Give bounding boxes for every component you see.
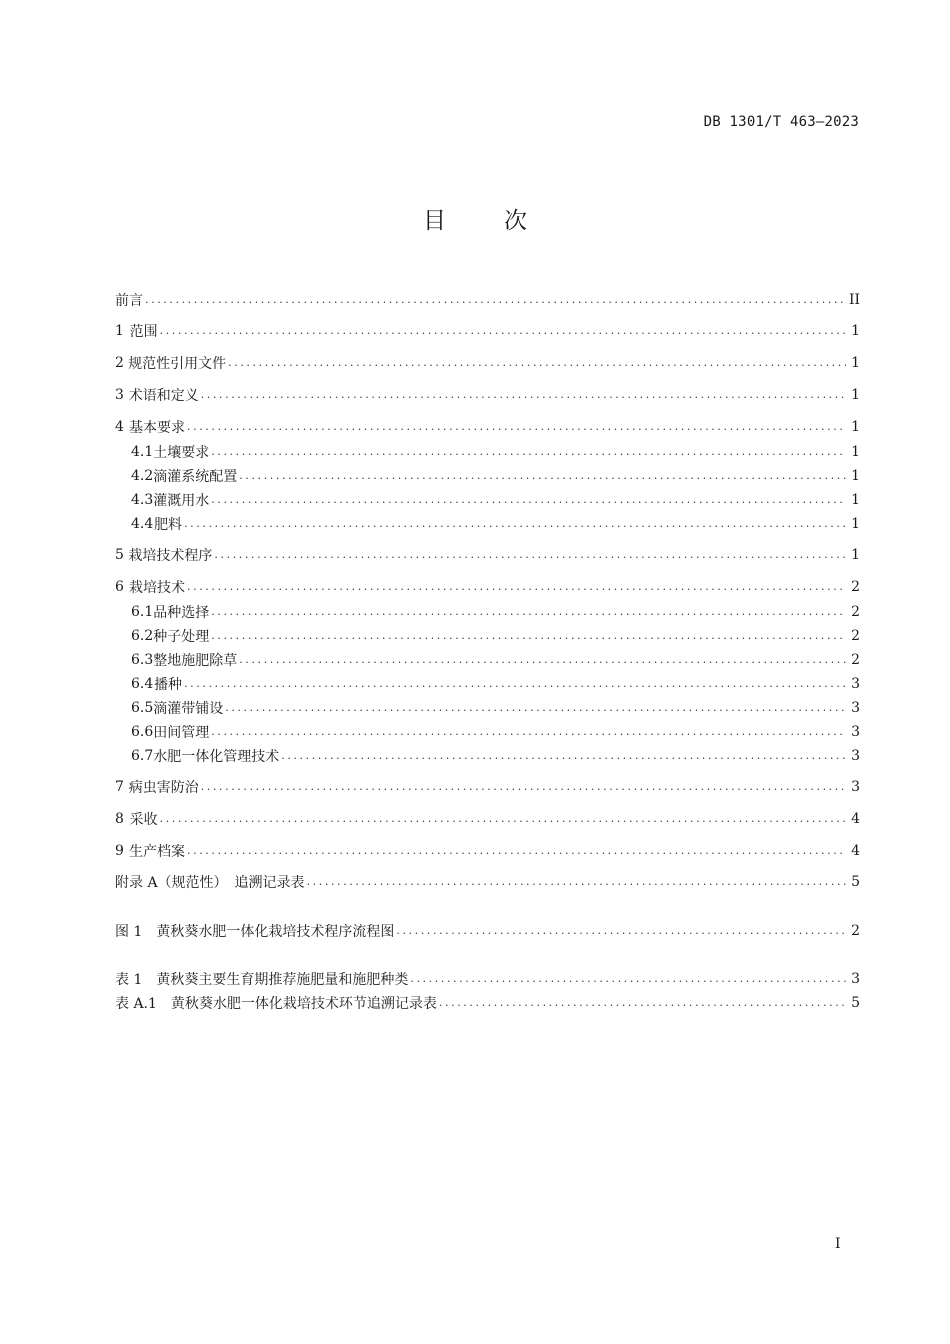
toc-entry-table-1[interactable] — [115, 969, 860, 989]
toc-page-number: II — [848, 292, 860, 308]
toc-page-number: 3 — [851, 676, 860, 692]
toc-page-number: 2 — [851, 579, 860, 595]
toc-entry-label: 播种 — [154, 677, 183, 693]
toc-leader-dots — [307, 874, 847, 890]
toc-entry-number: 4.4 — [131, 516, 154, 532]
toc-entry-number: 6 — [115, 579, 124, 595]
toc-entry-6-6[interactable] — [131, 722, 860, 742]
toc-entry-label: 肥料 — [154, 517, 183, 533]
toc-entry-label: 采收 — [129, 812, 158, 828]
toc-page-number: 2 — [851, 628, 860, 644]
toc-entry-1[interactable] — [115, 321, 860, 341]
toc-page-number: 1 — [851, 444, 860, 460]
toc-entry-number: 8 — [115, 811, 124, 827]
toc-leader-dots — [160, 323, 847, 339]
toc-entry-6-4[interactable] — [131, 674, 860, 694]
toc-entry-number: 6.7 — [131, 748, 154, 764]
toc-entry-label: 规范性引用文件 — [128, 356, 227, 372]
toc-entry-number: 9 — [115, 843, 124, 859]
toc-entry-5[interactable] — [115, 545, 860, 565]
toc-entry-label: 图 1 黄秋葵水肥一体化栽培技术程序流程图 — [115, 924, 395, 940]
toc-entry-label: 土壤要求 — [153, 445, 210, 461]
toc-leader-dots — [211, 604, 846, 620]
toc-entry-label: 栽培技术程序 — [128, 548, 213, 564]
toc-entry-label: 整地施肥除草 — [153, 653, 238, 669]
toc-entry-label: 表 1 黄秋葵主要生育期推荐施肥量和施肥种类 — [115, 972, 409, 988]
toc-leader-dots — [239, 468, 846, 484]
toc-leader-dots — [184, 516, 846, 532]
toc-page-number: 2 — [851, 604, 860, 620]
toc-entry-8[interactable] — [115, 809, 860, 829]
page-number: I — [835, 1236, 841, 1252]
toc-entry-label: 范围 — [129, 324, 158, 340]
toc-entry-number: 5 — [115, 547, 124, 563]
toc-entry-6-7[interactable] — [131, 746, 860, 766]
toc-page-number: 1 — [851, 468, 860, 484]
toc-entry-6-5[interactable] — [131, 698, 860, 718]
toc-page-number: 1 — [851, 492, 860, 508]
toc-leader-dots — [211, 628, 846, 644]
toc-entry-6-2[interactable] — [131, 626, 860, 646]
toc-entry-label: 病虫害防治 — [128, 780, 199, 796]
toc-entry-label: 前言 — [115, 293, 143, 309]
toc-leader-dots — [211, 492, 846, 508]
toc-entry-number: 7 — [115, 779, 124, 795]
toc-leader-dots — [211, 444, 846, 460]
toc-entry-4-1[interactable] — [131, 442, 860, 462]
toc-leader-dots — [396, 923, 846, 939]
toc-page-number: 3 — [851, 700, 860, 716]
toc-leader-dots — [160, 811, 847, 827]
toc-entry-foreword[interactable] — [115, 290, 860, 310]
toc-entry-label: 附录 A（规范性） 追溯记录表 — [115, 875, 305, 891]
toc-leader-dots — [201, 779, 846, 795]
toc-entry-label: 水肥一体化管理技术 — [153, 749, 280, 765]
toc-entry-label: 术语和定义 — [128, 388, 199, 404]
toc-page-number: 3 — [851, 748, 860, 764]
toc-entry-label: 基本要求 — [129, 420, 185, 436]
toc-leader-dots — [145, 292, 844, 308]
toc-entry-label: 田间管理 — [153, 725, 210, 741]
toc-leader-dots — [228, 355, 846, 371]
toc-entry-number: 3 — [115, 387, 124, 403]
toc-entry-number: 6.4 — [131, 676, 154, 692]
toc-page-number: 5 — [851, 995, 860, 1011]
toc-page-number: 1 — [851, 387, 860, 403]
toc-entry-4-3[interactable] — [131, 490, 860, 510]
toc-leader-dots — [439, 995, 846, 1011]
toc-entry-number: 4.2 — [131, 468, 154, 484]
toc-entry-label: 栽培技术 — [129, 580, 185, 596]
toc-page-number: 3 — [851, 779, 860, 795]
toc-entry-number: 4.1 — [131, 444, 154, 460]
toc-entry-number: 6.3 — [131, 652, 154, 668]
toc-leader-dots — [184, 676, 846, 692]
toc-entry-2[interactable] — [115, 353, 860, 373]
toc-entry-6-1[interactable] — [131, 602, 860, 622]
toc-page-number: 1 — [851, 547, 860, 563]
standard-code: DB 1301/T 463—2023 — [703, 114, 859, 130]
toc-entry-number: 2 — [115, 355, 124, 371]
toc-entry-3[interactable] — [115, 385, 860, 405]
toc-entry-appendix-a[interactable] — [115, 872, 860, 892]
toc-entry-label: 生产档案 — [129, 844, 185, 860]
toc-entry-number: 6.1 — [131, 604, 154, 620]
toc-leader-dots — [281, 748, 846, 764]
toc-page-number: 1 — [851, 419, 860, 435]
toc-entry-number: 6.5 — [131, 700, 154, 716]
toc-entry-6[interactable] — [115, 577, 860, 597]
toc-leader-dots — [187, 419, 846, 435]
toc-page-number: 3 — [851, 724, 860, 740]
toc-leader-dots — [211, 724, 846, 740]
toc-entry-label: 滴灌带铺设 — [153, 701, 224, 717]
toc-entry-number: 6.6 — [131, 724, 154, 740]
toc-entry-7[interactable] — [115, 777, 860, 797]
toc-page-number: 2 — [851, 652, 860, 668]
toc-entry-4-2[interactable] — [131, 466, 860, 486]
page-title: 目次 — [423, 208, 585, 234]
toc-leader-dots — [187, 579, 846, 595]
toc-leader-dots — [214, 547, 846, 563]
toc-entry-figure-1[interactable] — [115, 921, 860, 941]
toc-entry-label: 灌溉用水 — [153, 493, 210, 509]
toc-leader-dots — [410, 971, 846, 987]
toc-entry-4-4[interactable] — [131, 514, 860, 534]
toc-page-number: 1 — [851, 355, 860, 371]
toc-leader-dots — [201, 387, 846, 403]
toc-entry-number: 1 — [115, 323, 124, 339]
toc-page-number: 5 — [851, 874, 860, 890]
toc-entry-label: 种子处理 — [153, 629, 210, 645]
toc-page-number: 4 — [851, 843, 860, 859]
toc-page-number: 2 — [851, 923, 860, 939]
toc-page-number: 1 — [851, 516, 860, 532]
toc-entry-label: 品种选择 — [153, 605, 210, 621]
toc-page-number: 4 — [851, 811, 860, 827]
toc-page-number: 3 — [851, 971, 860, 987]
toc-entry-4[interactable] — [115, 417, 860, 437]
toc-leader-dots — [239, 652, 846, 668]
toc-leader-dots — [187, 843, 846, 859]
toc-entry-number: 4.3 — [131, 492, 154, 508]
toc-entry-number: 6.2 — [131, 628, 154, 644]
toc-entry-9[interactable] — [115, 841, 860, 861]
toc-leader-dots — [225, 700, 846, 716]
toc-page-number: 1 — [851, 323, 860, 339]
toc-entry-label: 滴灌系统配置 — [153, 469, 238, 485]
toc-entry-label: 表 A.1 黄秋葵水肥一体化栽培技术环节追溯记录表 — [115, 996, 437, 1012]
toc-entry-table-a1[interactable] — [115, 993, 860, 1013]
toc-entry-6-3[interactable] — [131, 650, 860, 670]
toc-entry-number: 4 — [115, 419, 124, 435]
